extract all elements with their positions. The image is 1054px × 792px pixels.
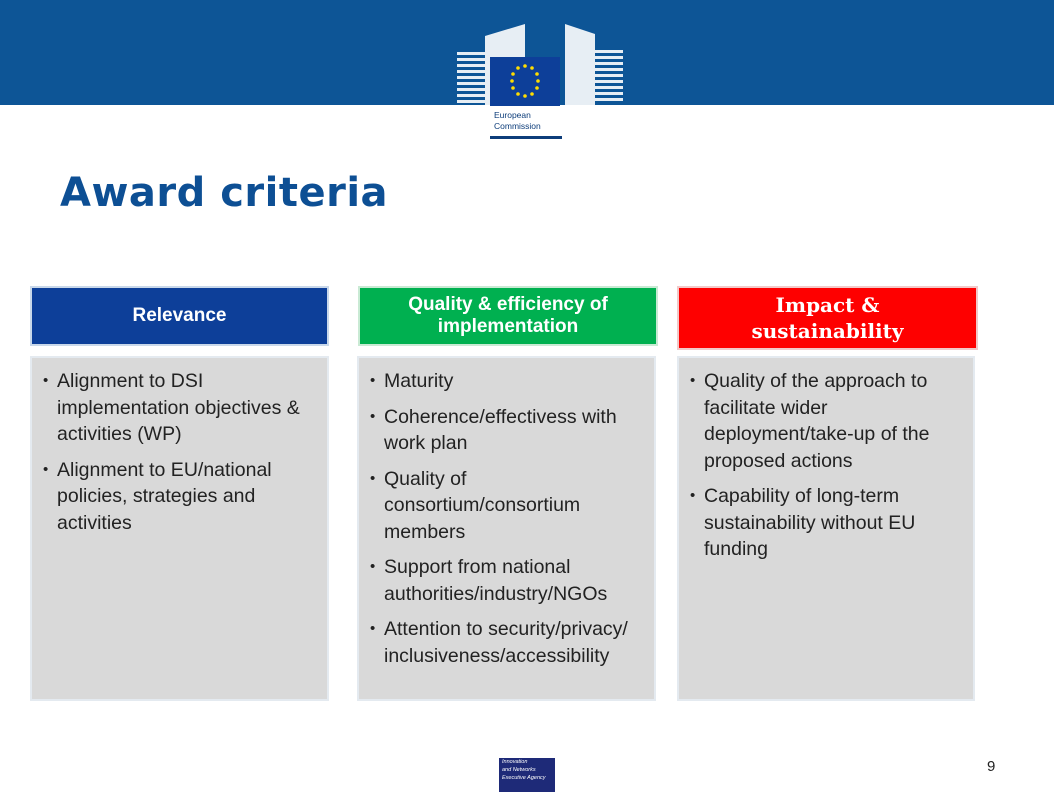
quality-panel — [357, 356, 656, 701]
relevance-panel — [30, 356, 329, 701]
list-item: • Support from national authorities/industry/NGOs — [369, 554, 642, 607]
list-item: • Maturity — [369, 368, 642, 395]
impact-panel — [677, 356, 975, 701]
logo-wordmark: European Commission — [494, 110, 541, 131]
list-item: • Attention to security/privacy/ inclusiveness/accessibility — [369, 616, 642, 669]
logo-underline — [490, 136, 562, 139]
list-item: • Alignment to DSI implementation objectives & activities (WP) — [42, 368, 315, 448]
relevance-header: Relevance — [30, 286, 329, 346]
list-item: • Capability of long-term sustainability without EU funding — [689, 483, 961, 563]
page-title: Award criteria — [60, 170, 389, 216]
page-number: 9 — [987, 758, 996, 775]
list-item: • Coherence/effectivess with work plan — [369, 404, 642, 457]
list-item: • Quality of consortium/consortium members — [369, 466, 642, 546]
list-item: • Alignment to EU/national policies, strategies and activities — [42, 457, 315, 537]
quality-header: Quality & efficiency of implementation — [358, 286, 658, 346]
agency-logo: Innovation and Networks Executive Agency — [499, 758, 555, 792]
list-item: • Quality of the approach to facilitate wider deployment/take-up of the proposed actions — [689, 368, 961, 474]
impact-header: Impact & sustainability — [677, 286, 978, 350]
